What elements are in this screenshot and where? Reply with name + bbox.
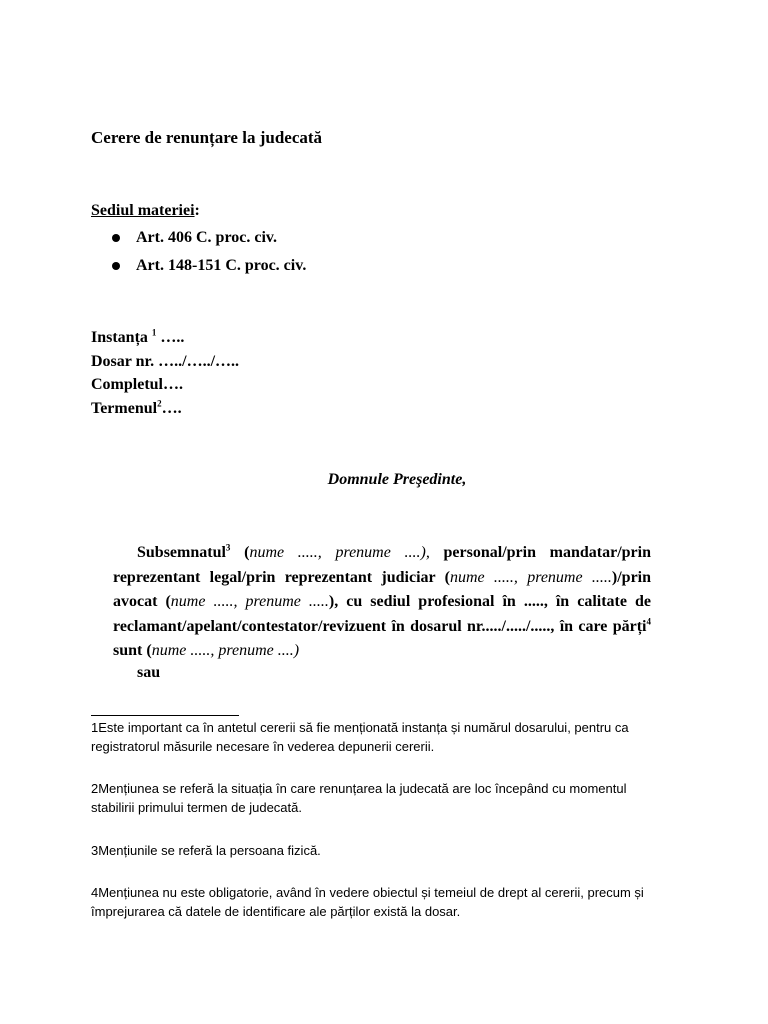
- name-placeholder: nume ....., prenume ....),: [249, 544, 430, 561]
- name-placeholder: nume ....., prenume ....): [151, 642, 300, 659]
- case-header-block: [91, 326, 239, 420]
- sediul-materiei-heading: [91, 202, 200, 220]
- body-text: ), cu sediul profesional în ....., în calitate de reclamant/apelant/contestator/revizuent în dosarul nr...../...../....., în care părți: [113, 593, 651, 635]
- footnote-ref: 2: [157, 398, 162, 409]
- body-text: (: [230, 544, 250, 561]
- salutation-text: Domnule Preşedinte,: [327, 471, 467, 488]
- footnote-3: 3Mențiunile se referă la persoana fizică.: [91, 843, 321, 858]
- completul-line: Completul….: [91, 376, 183, 393]
- document-title: Cerere de renunțare la judecată: [91, 128, 323, 147]
- list-item: [112, 255, 306, 283]
- instanta-line: [91, 326, 239, 350]
- footnote-ref: 4: [646, 616, 651, 627]
- footnote-2: 2Mențiunea se referă la situația în care renunțarea la judecată are loc începând cu momentul stabilirii primului termen de judecată.: [91, 781, 627, 815]
- list-item: [112, 227, 306, 255]
- body-text: sunt (: [113, 642, 152, 659]
- bullet-icon: [112, 262, 120, 270]
- footnote-ref: 3: [225, 542, 231, 553]
- dosar-line: Dosar nr. …../…../…..: [91, 352, 240, 370]
- article-text: Art. 148-151 C. proc. civ.: [136, 257, 307, 274]
- instanta-label: Instanța: [91, 329, 148, 346]
- articles-list: [112, 227, 306, 283]
- salutation: [0, 471, 768, 489]
- footnote-1: 1Este important ca în antetul cererii să fie menționată instanța și numărul dosarului, pentru ca registratorul măsurile necesare în vederea depunerii cererii.: [91, 720, 629, 754]
- sau-text: sau: [137, 664, 161, 681]
- bullet-icon: [112, 234, 120, 242]
- termenul-line: [91, 397, 239, 421]
- article-text: Art. 406 C. proc. civ.: [136, 229, 278, 246]
- footnote-4: 4Mențiunea nu este obligatorie, având în vedere obiectul și temeiul de drept al cererii, precum și împrejurarea că datele de identificare ale părților există la dosar.: [91, 885, 644, 919]
- footnote-ref: 1: [151, 327, 157, 338]
- body-paragraph: [113, 541, 651, 664]
- subsemnatul-label: Subsemnatul: [137, 544, 226, 561]
- sediul-materiei-label: Sediul materiei: [91, 202, 195, 219]
- body-text: )/prin avocat (: [113, 568, 652, 610]
- termenul-label: Termenul: [91, 399, 158, 417]
- name-placeholder: nume ....., prenume .....: [449, 568, 612, 586]
- name-placeholder: nume ....., prenume .....: [170, 593, 329, 610]
- body-text: personal/prin mandatar/prin reprezentant legal/prin reprezentant judiciar (: [113, 544, 652, 586]
- termenul-dots: ….: [161, 399, 182, 417]
- instanta-dots: …..: [156, 329, 185, 346]
- footnote-separator: [91, 715, 239, 716]
- sediul-materiei-colon: :: [194, 202, 200, 219]
